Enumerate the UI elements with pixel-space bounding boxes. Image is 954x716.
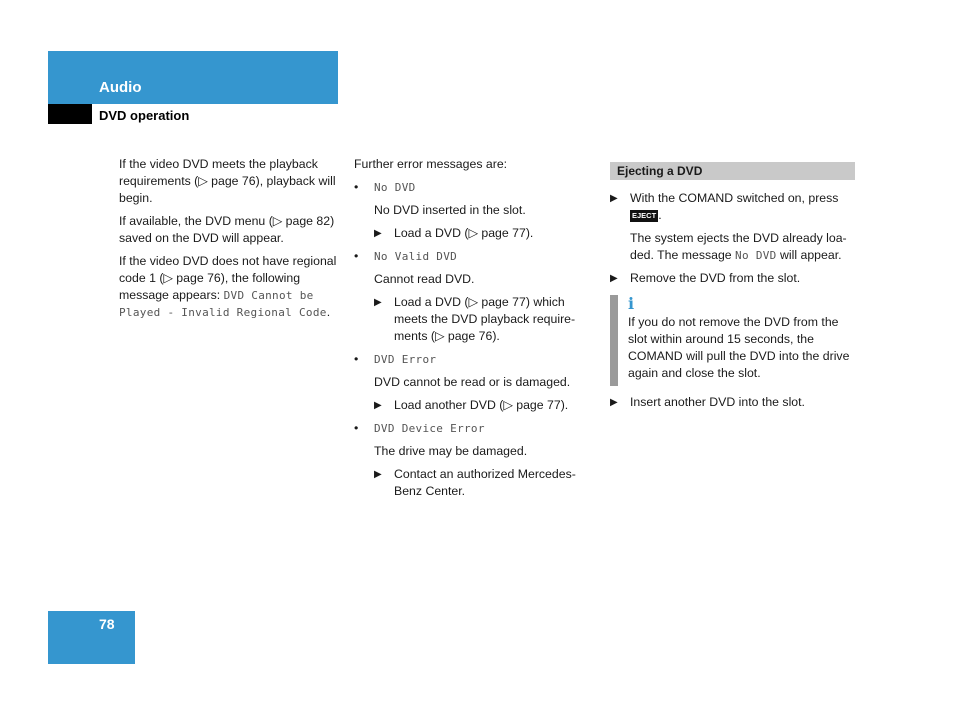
error-description: The drive may be damaged. xyxy=(374,444,528,458)
error-description: No DVD inserted in the slot. xyxy=(374,203,526,217)
subsection-title: DVD operation xyxy=(99,108,190,123)
page-number: 78 xyxy=(99,616,115,632)
column-2 xyxy=(354,156,588,506)
action-text: Contact an authorized Mercedes-Benz Center. xyxy=(394,467,576,498)
bullet-mark: • xyxy=(354,352,359,366)
result-text-end: will appear. xyxy=(776,248,842,262)
step-text: With the COMAND switched on, press xyxy=(630,191,839,205)
error-code: No DVD xyxy=(374,181,416,194)
step-text: Insert another DVD into the slot. xyxy=(630,395,805,409)
region-error-message: DVD Cannot be Played - Invalid Regional Code xyxy=(119,289,327,319)
header-marker xyxy=(48,104,92,124)
error-action xyxy=(374,397,588,414)
page-number-box xyxy=(48,611,135,664)
action-text: Load a DVD (▷ page 77) which meets the DVD playback require-ments (▷ page 76). xyxy=(394,295,576,343)
section-heading-ejecting: Ejecting a DVD xyxy=(610,162,855,180)
arrow-icon: ▶ xyxy=(374,228,382,239)
error-code: DVD Device Error xyxy=(374,422,485,435)
errors-intro: Further error messages are: xyxy=(354,157,508,171)
arrow-icon: ▶ xyxy=(610,273,618,284)
result-text: The system ejects the DVD already loa-ded. The message xyxy=(630,231,847,262)
info-note xyxy=(610,295,855,382)
info-icon: i xyxy=(628,294,635,313)
region-text: If the video DVD does not have regional code 1 (▷ page 76), the following message appears: xyxy=(119,254,337,302)
info-bar xyxy=(610,295,618,386)
error-action xyxy=(374,466,588,500)
step-text-end: . xyxy=(658,208,662,222)
step-insert-dvd xyxy=(610,394,855,411)
error-code: DVD Error xyxy=(374,353,437,366)
arrow-icon: ▶ xyxy=(374,297,382,308)
header-band xyxy=(48,51,338,104)
action-text: Load another DVD (▷ page 77). xyxy=(394,398,569,412)
eject-button-icon: EJECT xyxy=(632,210,657,220)
step-result xyxy=(610,230,855,264)
info-text: If you do not remove the DVD from the slot within around 15 seconds, the COMAND will pull the DVD into the drive again and close the slot. xyxy=(628,315,850,380)
step-text: Remove the DVD from the slot. xyxy=(630,271,801,285)
error-item xyxy=(354,351,588,368)
bullet-mark: • xyxy=(354,249,359,263)
error-description: Cannot read DVD. xyxy=(374,272,475,286)
error-action xyxy=(374,294,588,345)
error-item xyxy=(354,248,588,265)
region-text-end: . xyxy=(326,305,331,319)
section-title: Audio xyxy=(99,79,142,96)
error-item xyxy=(354,420,588,437)
error-item xyxy=(354,179,588,196)
bullet-mark: • xyxy=(354,180,359,194)
error-code: No Valid DVD xyxy=(374,250,458,263)
result-message-code: No DVD xyxy=(735,249,777,262)
action-text: Load a DVD (▷ page 77). xyxy=(394,226,534,240)
arrow-icon: ▶ xyxy=(374,469,382,480)
arrow-icon: ▶ xyxy=(374,400,382,411)
step-press-eject xyxy=(610,190,855,224)
column-3 xyxy=(610,156,855,417)
paragraph-dvd-menu: If available, the DVD menu (▷ page 82) saved on the DVD will appear. xyxy=(119,214,335,245)
arrow-icon: ▶ xyxy=(610,397,618,408)
paragraph-region-code xyxy=(119,253,341,321)
paragraph-playback: If the video DVD meets the playback requirements (▷ page 76), playback will begin. xyxy=(119,157,336,205)
arrow-icon: ▶ xyxy=(610,193,618,204)
step-remove-dvd xyxy=(610,270,855,287)
error-action xyxy=(374,225,588,242)
error-description: DVD cannot be read or is damaged. xyxy=(374,375,571,389)
column-1 xyxy=(119,156,341,327)
bullet-mark: • xyxy=(354,421,359,435)
